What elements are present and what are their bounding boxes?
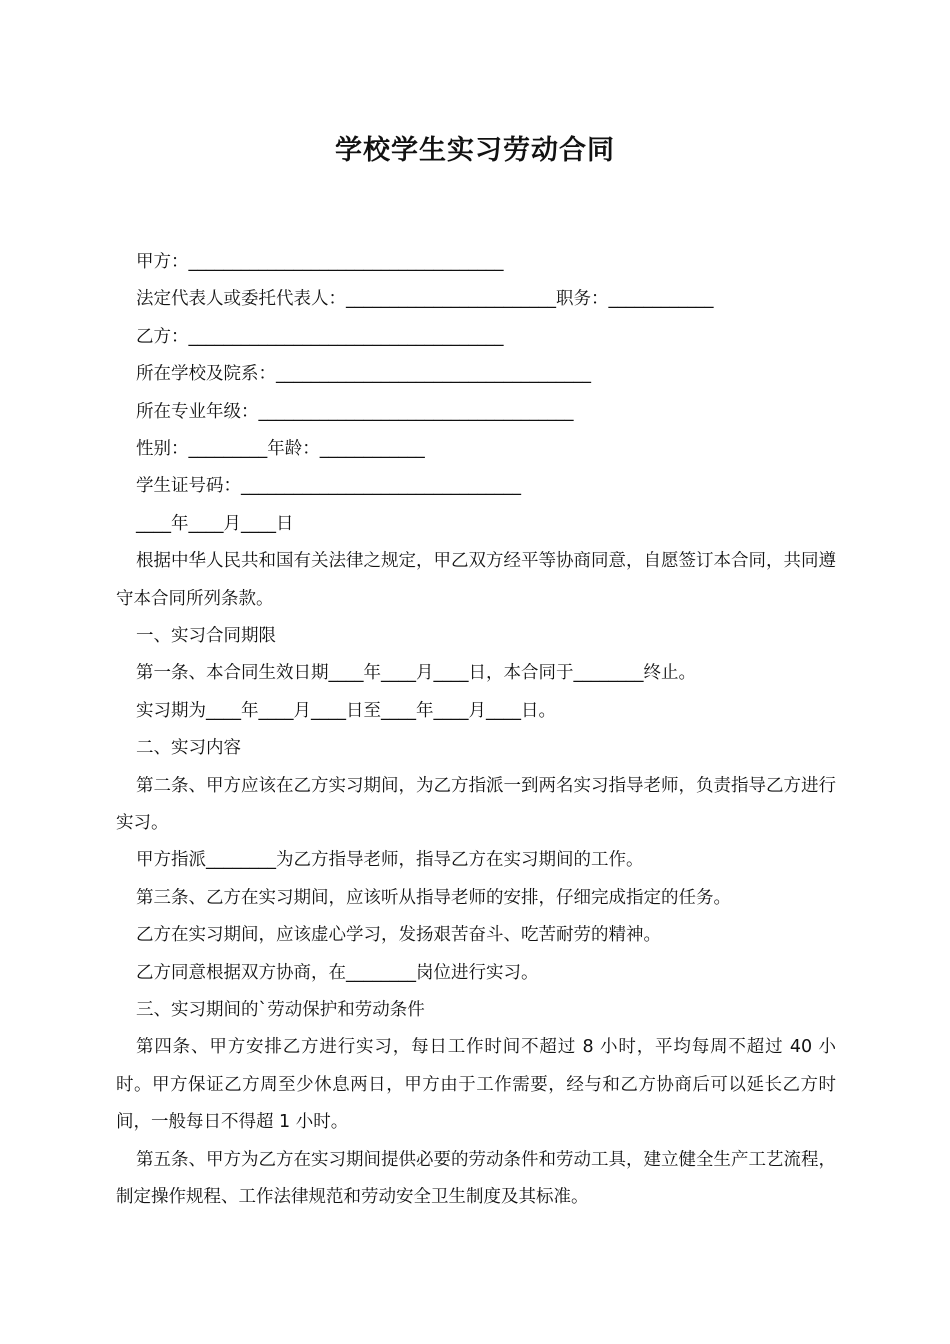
- party-b-line: 乙方：____________________________________: [136, 326, 504, 347]
- section-heading-term: 一、实习合同期限: [136, 625, 276, 646]
- student-id-line: 学生证号码：________________________________: [136, 476, 521, 497]
- document-title: 学校学生实习劳动合同: [335, 135, 615, 166]
- gender-age-line: 性别：_________年龄：____________: [136, 438, 425, 459]
- article-2: 第二条、甲方应该在乙方实习期间，为乙方指派一到两名实习指导老师，负责指导乙方进行实习。: [116, 775, 836, 833]
- assigned-mentor: 甲方指派________为乙方指导老师，指导乙方在实习期间的工作。: [136, 850, 644, 871]
- position-clause: 乙方同意根据双方协商，在________岗位进行实习。: [136, 962, 539, 983]
- article-1: 第一条、本合同生效日期____年____月____日，本合同于________终止。: [136, 663, 696, 684]
- document-body: [116, 244, 836, 1216]
- school-department-line: 所在学校及院系：____________________________________: [136, 364, 591, 385]
- internship-period: 实习期为____年____月____日至____年____月____日。: [136, 700, 556, 721]
- section-heading-content: 二、实习内容: [136, 738, 241, 759]
- article-4: 第四条、甲方安排乙方进行实习，每日工作时间不超过 8 小时，平均每周不超过 40 小时。甲方保证乙方周至少休息两日，甲方由于工作需要，经与和乙方协商后可以延长乙方时间，一般每日不得超 1 小时。: [116, 1037, 836, 1133]
- major-grade-line: 所在专业年级：____________________________________: [136, 401, 574, 422]
- legal-representative-line: 法定代表人或委托代表人：________________________职务：____________: [136, 289, 714, 310]
- date-line: ____年____月____日: [136, 513, 294, 534]
- article-5: 第五条、甲方为乙方在实习期间提供必要的劳动条件和劳动工具，建立健全生产工艺流程，制定操作规程、工作法律规范和劳动安全卫生制度及其标准。: [116, 1149, 836, 1208]
- article-3: 第三条、乙方在实习期间，应该听从指导老师的安排，仔细完成指定的任务。: [136, 887, 731, 908]
- party-a-line: 甲方：____________________________________: [136, 252, 504, 272]
- section-heading-protection: 三、实习期间的`劳动保护和劳动条件: [136, 1000, 425, 1020]
- attitude-clause: 乙方在实习期间，应该虚心学习，发扬艰苦奋斗、吃苦耐劳的精神。: [136, 925, 661, 946]
- preamble-paragraph: 根据中华人民共和国有关法律之规定，甲乙双方经平等协商同意，自愿签订本合同，共同遵守本合同所列条款。: [116, 551, 836, 609]
